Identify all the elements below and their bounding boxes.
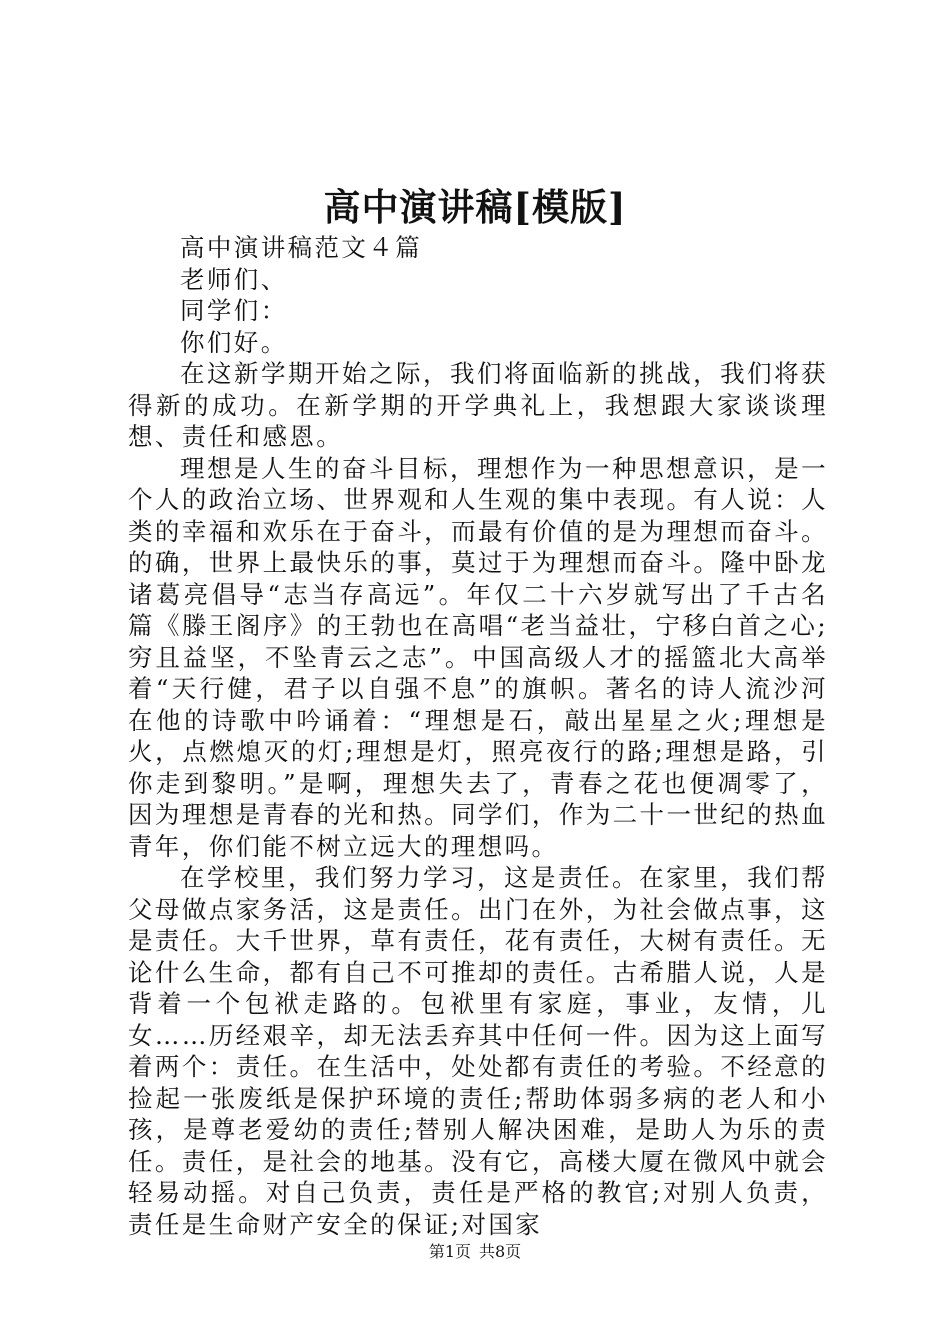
paragraph-responsibility: 在学校里，我们努力学习，这是责任。在家里，我们帮父母做点家务活，这是责任。出门在外，为社会做点事，这是责任。大千世界，草有责任，花有责任，大树有责任。无论什么生命，都有自己不可推却的责任。古希腊人说，人是背着一个包袱走路的。包袱里有家庭，事业，友情，儿女……历经艰辛，却无法丢弃其中任何一件。因为这上面写着两个：责任。在生活中，处处都有责任的考验。不经意的捡起一张废纸是保护环境的责任;帮助体弱多病的老人和小孩，是尊老爱幼的责任;替别人解决困难，是助人为乐的责任。责任，是社会的地基。没有它，高楼大厦在微风中就会轻易动摇。对自己负责，责任是严格的教官;对别人负责，责任是生命财产安全的保证;对国家 <box>128 863 828 1239</box>
salutation-students: 同学们： <box>180 296 288 325</box>
page-footer <box>0 1241 950 1263</box>
salutation-teachers: 老师们、 <box>180 264 288 294</box>
greeting: 你们好。 <box>180 327 288 357</box>
paragraph-intro: 在这新学期开始之际，我们将面临新的挑战，我们将获得新的成功。在新学期的开学典礼上，我想跟大家谈谈理想、责任和感恩。 <box>128 359 828 451</box>
document-body <box>128 232 828 1240</box>
document-title: 高中演讲稿[模版] <box>323 185 627 229</box>
doc-subtitle: 高中演讲稿范文４篇 <box>180 233 423 262</box>
paragraph-ideals: 理想是人生的奋斗目标，理想作为一种思想意识，是一个人的政治立场、世界观和人生观的集中表现。有人说：人类的幸福和欢乐在于奋斗，而最有价值的是为理想而奋斗。的确，世界上最快乐的事，莫过于为理想而奋斗。隆中卧龙诸葛亮倡导“志当存高远”。年仅二十六岁就写出了千古名篇《滕王阁序》的王勃也在高唱“老当益壮，宁移白首之心;穷且益坚，不坠青云之志”。中国高级人才的摇篮北大高举着“天行健，君子以自强不息”的旗帜。著名的诗人流沙河在他的诗歌中吟诵着：“理想是石，敲出星星之火;理想是火，点燃熄灭的灯;理想是灯，照亮夜行的路;理想是路，引你走到黎明。”是啊，理想失去了，青春之花也便凋零了，因为理想是青春的光和热。同学们，作为二十一世纪的热血青年，你们能不树立远大的理想吗。 <box>128 453 828 861</box>
page-total: 共8页 <box>479 1242 522 1261</box>
page-number: 第1页 <box>428 1242 471 1261</box>
